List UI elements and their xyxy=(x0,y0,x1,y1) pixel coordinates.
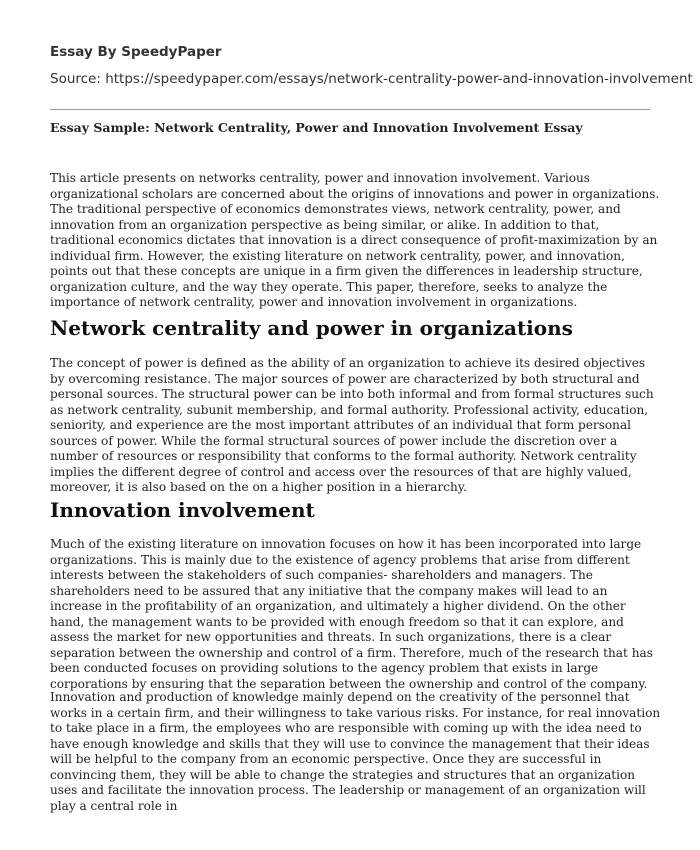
paragraph-innovation-2: Innovation and production of knowledge mainly depend on the creativity of the personnel that works in a certain firm, and their willingness to take various risks. For instance, for real innovation to take place in a firm, the employees who are responsible with coming up with the idea need to have enough knowledge and skills that they will use to convince the management that their ideas will be helpful to the company from an economic perspective. Once they are successful in convincing them, they will be able to change the strategies and structures that an organization uses and facilitate the innovation process. The leadership or management of an organization will play a central role in xyxy=(50,690,661,813)
site-header-title: Essay By SpeedyPaper xyxy=(50,44,222,60)
paragraph-innovation-1: Much of the existing literature on innovation focuses on how it has been incorporated into large organizations. This is mainly due to the existence of agency problems that arise from different interests between the stakeholders of such companies- shareholders and managers. The shareholders need to be assured that any initiative that the company makes will lead to an increase in the profitability of an organization, and ultimately a higher dividend. On the other hand, the management wants to be provided with enough freedom so that it can explore, and assess the market for new opportunities and threats. In such organizations, there is a clear separation between the ownership and control of a firm. Therefore, much of the research that has been conducted focuses on providing solutions to the agency problem that exists in large corporations by ensuring that the separation between the ownership and control of the company. xyxy=(50,537,653,691)
section-heading-network-centrality: Network centrality and power in organizations xyxy=(50,316,573,340)
header-divider xyxy=(50,109,650,110)
essay-title: Essay Sample: Network Centrality, Power and Innovation Involvement Essay xyxy=(50,120,583,135)
section-heading-innovation: Innovation involvement xyxy=(50,498,315,522)
paragraph-power: The concept of power is defined as the ability of an organization to achieve its desired objectives by overcoming resistance. The major sources of power are characterized by both structural and personal sources. The structural power can be into both informal and from formal structures such as network centrality, subunit membership, and formal authority. Professional activity, education, seniority, and experience are the most important attributes of an individual that form personal sources of power. While the formal structural sources of power include the discretion over a number of resources or responsibility that conforms to the formal authority. Network centrality implies the different degree of control and access over the resources of that are highly valued, moreover, it is also based on the on a higher position in a hierarchy. xyxy=(50,356,654,494)
intro-paragraph: This article presents on networks centrality, power and innovation involvement. Various organizational scholars are concerned about the origins of innovations and power in organizations. The traditional perspective of economics demonstrates views, network centrality, power, and innovation from an organization perspective as being similar, or alike. In addition to that, traditional economics dictates that innovation is a direct consequence of profit-maximization by an individual firm. However, the existing literature on network centrality, power, and innovation, points out that these concepts are unique in a firm given the differences in leadership structure, organization culture, and the way they operate. This paper, therefore, seeks to analyze the importance of network centrality, power and innovation involvement in organizations. xyxy=(50,171,660,309)
source-line: Source: https://speedypaper.com/essays/network-centrality-power-and-innovation-involvement xyxy=(50,71,693,87)
